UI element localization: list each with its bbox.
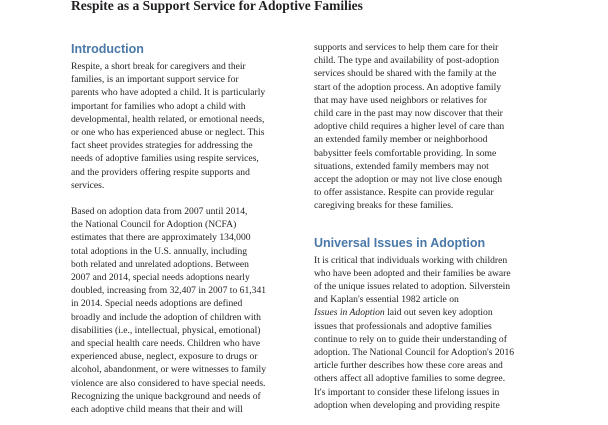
text-line: experienced abuse, neglect, exposure to drugs or bbox=[71, 351, 258, 363]
text-line: important for families who adopt a child with bbox=[71, 100, 246, 112]
text-line: the National Council for Adoption (NCFA) bbox=[71, 219, 237, 231]
text-line: Recognizing the unique background and needs of bbox=[71, 390, 261, 402]
text-line: services. bbox=[71, 179, 105, 191]
text-line: others affect all adoptive families to some degree. bbox=[314, 373, 506, 385]
text-line: violence are also considered to have special needs. bbox=[71, 377, 266, 389]
text-line: Respite, a short break for caregivers and their bbox=[71, 61, 246, 72]
intro-paragraph-1 bbox=[71, 60, 303, 192]
text-line: child. The type and availability of post-adoption bbox=[314, 55, 499, 67]
intro-paragraph-2 bbox=[71, 205, 303, 416]
article-title-part-2: Issues in Adoption bbox=[314, 307, 385, 319]
text-line: of the unique issues related to adoption. Silverstein bbox=[314, 281, 511, 293]
text-line: babysitter feels comfortable providing. In some bbox=[314, 147, 497, 159]
text-line: estimates that there are approximately 134,000 bbox=[71, 232, 251, 244]
text-line: article further describes how these core areas and bbox=[314, 360, 503, 372]
text-line: or one who has experienced abuse or neglect. This bbox=[71, 127, 265, 139]
text-line: child care in the past may now discover that their bbox=[314, 108, 503, 120]
text-line: an extended family member or neighborhood bbox=[314, 134, 488, 146]
text-line: parents who have adopted a child. It is particularly bbox=[71, 87, 266, 99]
text-line: It is critical that individuals working with children bbox=[314, 254, 508, 266]
text-line: adoption. The National Council for Adoption's 2016 bbox=[314, 347, 515, 359]
text-line bbox=[314, 306, 546, 319]
universal-issues-heading: Universal Issues in Adoption bbox=[314, 235, 486, 250]
text-line: families, is an important support service for bbox=[71, 74, 239, 86]
continued-paragraph bbox=[314, 41, 546, 213]
text-line: It's important to consider these lifelong issues in bbox=[314, 386, 500, 398]
text-line: and Kaplan's essential 1982 article on bbox=[314, 294, 459, 306]
text-fragment: laid out seven key adoption bbox=[384, 307, 493, 319]
text-line: situations, extended family members may not bbox=[314, 160, 489, 172]
text-line: supports and services to help them care for their bbox=[314, 42, 499, 53]
text-line: and the providers offering respite supports and bbox=[71, 166, 250, 178]
text-line: adoptive child requires a higher level of care than bbox=[314, 121, 505, 133]
text-line: continue to rely on to guide their understanding of bbox=[314, 333, 507, 345]
document-title: Respite as a Support Service for Adoptive Families bbox=[71, 0, 363, 13]
text-line: fact sheet provides strategies for addressing the bbox=[71, 140, 253, 152]
text-line: doubled, increasing from 32,407 in 2007 to 61,341 bbox=[71, 285, 267, 297]
text-line: both related and unrelated adoptions. Between bbox=[71, 258, 249, 270]
text-line: accept the adoption or may not live close enough bbox=[314, 174, 503, 186]
text-line: who have been adopted and their families be aware bbox=[314, 267, 511, 279]
text-line: services should be shared with the family at the bbox=[314, 68, 497, 80]
text-line: broadly and include the adoption of children with bbox=[71, 311, 261, 323]
text-line: in 2014. Special needs adoptions are defined bbox=[71, 298, 243, 310]
text-line: each adoptive child means that their and will bbox=[71, 404, 243, 416]
text-line: Based on adoption data from 2007 until 2014, bbox=[71, 206, 248, 218]
text-line: alcohol, abandonment, or were witnesses to family bbox=[71, 364, 267, 376]
text-line: that may have used neighbors or relatives for bbox=[314, 94, 487, 106]
text-line: developmental, health related, or emotional needs, bbox=[71, 113, 265, 125]
text-line: caregiving breaks for these families. bbox=[314, 200, 454, 212]
introduction-heading: Introduction bbox=[71, 42, 144, 56]
text-line: disabilities (i.e., intellectual, physical, emotional) bbox=[71, 324, 261, 336]
text-line: adoption when developing and providing respite bbox=[314, 399, 500, 411]
universal-issues-paragraph bbox=[314, 254, 546, 412]
left-column bbox=[71, 41, 303, 416]
right-column bbox=[314, 41, 546, 412]
text-line: start of the adoption process. An adoptive family bbox=[314, 81, 502, 93]
text-line: total adoptions in the U.S. annually, including bbox=[71, 245, 248, 257]
text-line: to offer assistance. Respite can provide regular bbox=[314, 187, 494, 199]
text-line: 2007 and 2014, special needs adoptions nearly bbox=[71, 272, 250, 284]
text-line: and special health care needs. Children who have bbox=[71, 338, 261, 350]
text-line: needs of adoptive families using respite services, bbox=[71, 153, 259, 165]
text-line: issues that professionals and adoptive families bbox=[314, 320, 492, 332]
